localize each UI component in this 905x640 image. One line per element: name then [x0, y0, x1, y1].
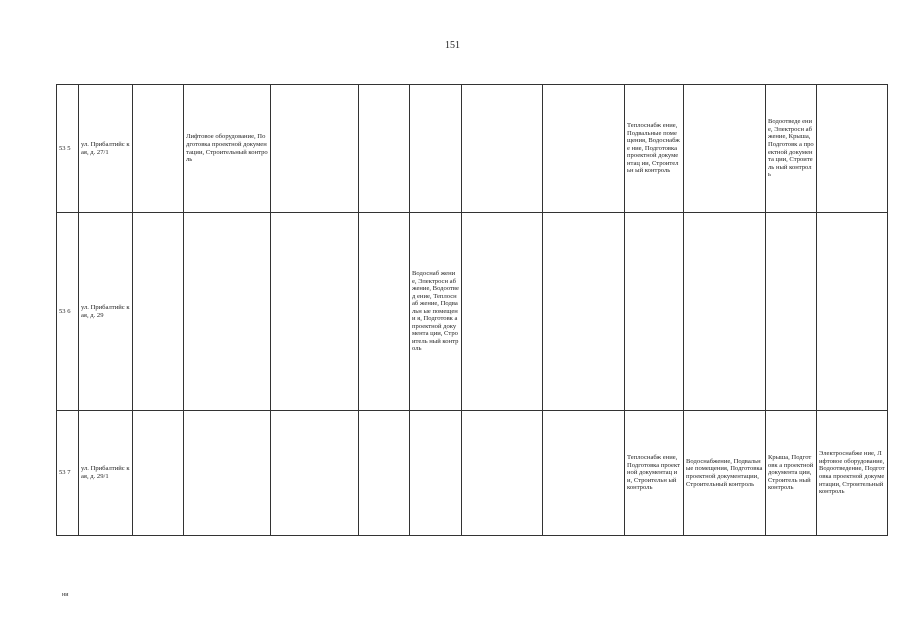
repair-schedule-table	[56, 84, 888, 536]
table-cell	[359, 85, 410, 213]
table-cell	[271, 411, 359, 536]
table-cell: Крыша, Подготовк а проектной документа ции, Строитель ный контроль	[766, 411, 817, 536]
table-cell	[271, 85, 359, 213]
table-cell	[133, 411, 184, 536]
table-cell: Электроснабже ние, Лифтовое оборудование, Водоотведение, Подготовка проектной документации, Строительный контроль	[817, 411, 888, 536]
table-cell: Теплоснабж ение, Подготовка проектной документац ии, Строительн ый контроль	[625, 411, 684, 536]
table-cell	[817, 85, 888, 213]
address-cell: ул. Прибалтийс кая, д. 29/1	[79, 411, 133, 536]
table-cell	[543, 411, 625, 536]
table-cell: Теплоснабж ение, Подвальные помещения, Водоснабже ние, Подготовка проектной документац ии, Строительн ый контроль	[625, 85, 684, 213]
table-cell	[462, 85, 543, 213]
table-cell	[133, 213, 184, 411]
table-cell	[462, 213, 543, 411]
table-cell: Водоотведе ение, Электросн абжение, Крыша, Подготовк а проектной документа ции, Строитель ный контроль	[766, 85, 817, 213]
table-row	[57, 411, 888, 536]
table-cell: Водоснабжение, Подвальные помещения, Подготовка проектной документации, Строительный контроль	[684, 411, 766, 536]
address-cell: ул. Прибалтийс кая, д. 27/1	[79, 85, 133, 213]
table-cell: Лифтовое оборудование, Подготовка проектной документации, Строительный контроль	[184, 85, 271, 213]
table-cell	[133, 85, 184, 213]
table-cell	[410, 411, 462, 536]
table-cell	[625, 213, 684, 411]
table-cell	[359, 213, 410, 411]
table-cell	[684, 85, 766, 213]
table-cell	[684, 213, 766, 411]
row-number: 53 7	[57, 411, 79, 536]
row-number: 53 5	[57, 85, 79, 213]
table-cell	[410, 85, 462, 213]
table-row	[57, 85, 888, 213]
address-cell: ул. Прибалтийс кая, д. 29	[79, 213, 133, 411]
table-cell: Водоснаб жение, Электросн абжение, Водоотвед ение, Теплоснаб жение, Подвальн ые помещени я, Подготовк а проектной документа ции, Строитель ный контроль	[410, 213, 462, 411]
row-number: 53 6	[57, 213, 79, 411]
table-cell	[462, 411, 543, 536]
table-cell	[184, 411, 271, 536]
table-cell	[543, 213, 625, 411]
table-cell	[817, 213, 888, 411]
table-cell	[359, 411, 410, 536]
table-cell	[766, 213, 817, 411]
table-row	[57, 213, 888, 411]
footer-mark: ни	[62, 592, 69, 598]
table-cell	[184, 213, 271, 411]
table-cell	[543, 85, 625, 213]
table-cell	[271, 213, 359, 411]
page-number: 151	[445, 40, 460, 51]
